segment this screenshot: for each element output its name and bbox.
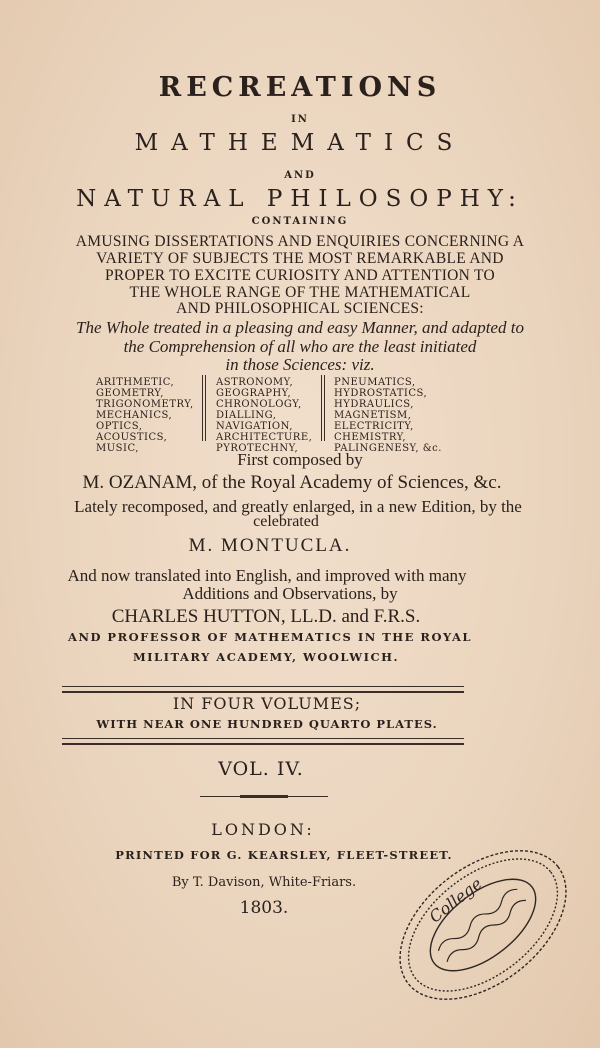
subject-item: NAVIGATION, xyxy=(216,421,293,432)
subject-item: GEOGRAPHY, xyxy=(216,388,292,399)
description-line-1: AMUSING DISSERTATIONS AND ENQUIRIES CONCERNING A xyxy=(75,233,525,250)
subject-item: MUSIC, xyxy=(96,443,139,454)
italic-line-3: in those Sciences: viz. xyxy=(225,355,375,374)
italic-line-2: the Comprehension of all who are the least initiated xyxy=(123,337,477,356)
subject-item: ASTRONOMY, xyxy=(216,377,294,388)
subjects-column-3 xyxy=(334,377,442,454)
imprint-printer: By T. Davison, White-Friars. xyxy=(171,875,357,890)
lately-line-2: celebrated xyxy=(253,513,319,530)
hutton-line: CHARLES HUTTON, LL.D. and F.R.S. xyxy=(111,606,421,627)
ozanam-line: M. OZANAM, of the Royal Academy of Sciences, &c. xyxy=(82,472,502,493)
subject-item: ARITHMETIC, xyxy=(96,377,175,388)
rule-divider xyxy=(62,738,464,745)
containing-label: CONTAINING xyxy=(251,216,349,227)
subject-item: PYROTECHNY, xyxy=(216,443,299,454)
subject-item: OPTICS, xyxy=(96,421,143,432)
imprint-city: LONDON: xyxy=(211,820,315,839)
imprint-year: 1803. xyxy=(239,898,289,918)
subject-item: ARCHITECTURE, xyxy=(216,432,313,443)
subjects-column-2 xyxy=(216,377,312,454)
professor-line-2: MILITARY ACADEMY, WOOLWICH. xyxy=(132,650,400,664)
subjects-list xyxy=(96,377,516,454)
column-divider xyxy=(202,375,203,441)
imprint-printed: PRINTED FOR G. KEARSLEY, FLEET-STREET. xyxy=(115,848,453,862)
subject-item: HYDRAULICS, xyxy=(334,399,414,410)
title-word-and: AND xyxy=(284,170,316,181)
professor-line-1: AND PROFESSOR OF MATHEMATICS IN THE ROYAL xyxy=(68,630,472,644)
first-composed-by: First composed by xyxy=(237,450,363,469)
volume-number: VOL. IV. xyxy=(218,758,304,780)
ornament-rule xyxy=(200,795,328,798)
description-line-2: VARIETY OF SUBJECTS THE MOST REMARKABLE AND xyxy=(96,250,504,267)
column-divider xyxy=(321,375,322,441)
translated-line-2: Additions and Observations, by xyxy=(182,584,398,603)
column-divider xyxy=(205,375,206,441)
title-line-recreations: RECREATIONS xyxy=(158,72,442,103)
description-line-5: AND PHILOSOPHICAL SCIENCES: xyxy=(176,300,424,317)
subject-item: CHEMISTRY, xyxy=(334,432,407,443)
subject-item: PNEUMATICS, xyxy=(334,377,416,388)
rule-divider xyxy=(62,686,464,693)
subject-item: MECHANICS, xyxy=(96,410,173,421)
subject-item: CHRONOLOGY, xyxy=(216,399,302,410)
italic-line-1: The Whole treated in a pleasing and easy Manner, and adapted to xyxy=(76,318,524,337)
subject-item: TRIGONOMETRY, xyxy=(96,399,194,410)
title-word-in: IN xyxy=(291,114,309,125)
title-line-natural-philosophy: NATURAL PHILOSOPHY: xyxy=(76,186,524,212)
volumes-line-2: WITH NEAR ONE HUNDRED QUARTO PLATES. xyxy=(96,717,438,731)
description-line-4: THE WHOLE RANGE OF THE MATHEMATICAL xyxy=(129,284,471,301)
lately-line-1: Lately recomposed, and greatly enlarged, in a new Edition, by the xyxy=(74,497,522,516)
subject-item: GEOMETRY, xyxy=(96,388,164,399)
description-line-3: PROPER TO EXCITE CURIOSITY AND ATTENTION TO xyxy=(104,267,496,284)
subject-item: ELECTRICITY, xyxy=(334,421,414,432)
subject-item: ACOUSTICS, xyxy=(96,432,168,443)
subject-item: HYDROSTATICS, xyxy=(334,388,428,399)
library-stamp xyxy=(372,808,594,1042)
montucla-line: M. MONTUCLA. xyxy=(188,535,352,556)
title-line-mathematics: MATHEMATICS xyxy=(134,130,466,156)
volumes-line-1: IN FOUR VOLUMES; xyxy=(172,694,362,713)
stamp-text: College xyxy=(425,873,486,927)
subjects-column-1 xyxy=(96,377,194,454)
column-divider xyxy=(324,375,325,441)
subject-item: PALINGENESY, &c. xyxy=(334,443,442,454)
translated-line-1: And now translated into English, and improved with many xyxy=(67,566,467,585)
subject-item: DIALLING, xyxy=(216,410,277,421)
subject-item: MAGNETISM, xyxy=(334,410,412,421)
